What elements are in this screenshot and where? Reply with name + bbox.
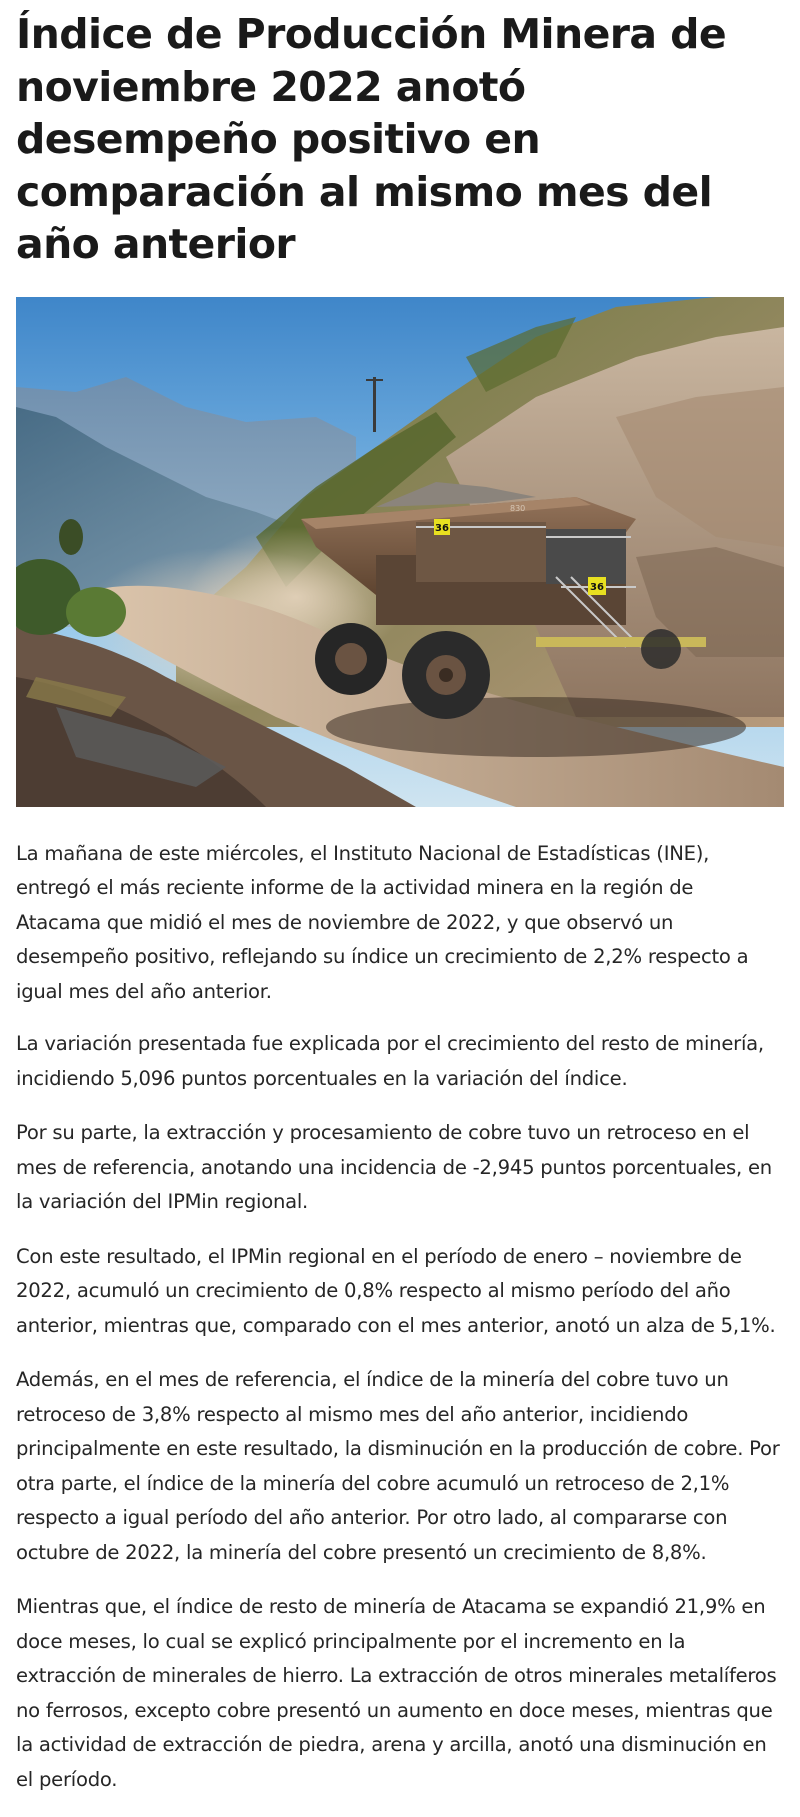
truck-side-label: 36 (590, 581, 604, 593)
article-body (16, 837, 784, 1798)
truck-number-label: 36 (435, 522, 449, 534)
mining-haul-truck-photo-icon (16, 297, 784, 807)
paragraph: Con este resultado, el IPMin regional en el período de enero – noviembre de 2022, acumuló un crecimiento de 0,8% respecto al mismo período del año anterior, mientras que, comparado con el mes anterior, anotó un alza de 5,1%. (16, 1244, 776, 1337)
paragraph: Además, en el mes de referencia, el índice de la minería del cobre tuvo un retroceso de 3,8% respecto al mismo mes del año anterior, incidiendo principalmente en este resultado, la disminución en la producción de cobre. Por otra parte, el índice de la minería del cobre acumuló un retroceso de 2,1% respecto a igual período del año anterior. Por otro lado, al compararse con octubre de 2022, la minería del cobre presentó un crecimiento de 8,8%. (16, 1368, 780, 1564)
paragraph: Por su parte, la extracción y procesamiento de cobre tuvo un retroceso en el mes de referencia, anotando una incidencia de -2,945 puntos porcentuales, en la variación del IPMin regional. (16, 1121, 772, 1213)
truck-model-label: 830 (510, 503, 526, 513)
article-title: Índice de Producción Minera de noviembre 2022 anotó desempeño positivo en comparación al mismo mes del año anterior (16, 10, 727, 268)
paragraph: La mañana de este miércoles, el Instituto Nacional de Estadísticas (INE), entregó el más reciente informe de la actividad minera en la región de Atacama que midió el mes de noviembre de 2022, y que observó un desempeño positivo, reflejando su índice un crecimiento de 2,2% respecto a igual mes del año anterior. (16, 841, 749, 1003)
paragraph: Mientras que, el índice de resto de minería de Atacama se expandió 21,9% en doce meses, lo cual se explicó principalmente por el incremento en la extracción de minerales de hierro. La extracción de otros minerales metalíferos no ferrosos, excepto cobre presentó un aumento en doce meses, mientras que la actividad de extracción de piedra, arena y arcilla, anotó una disminución en el período. (16, 1595, 777, 1791)
paragraph: La variación presentada fue explicada por el crecimiento del resto de minería, incidiendo 5,096 puntos porcentuales en la variación del índice. (16, 1032, 764, 1090)
hero-image (16, 297, 784, 807)
article (16, 0, 784, 1817)
